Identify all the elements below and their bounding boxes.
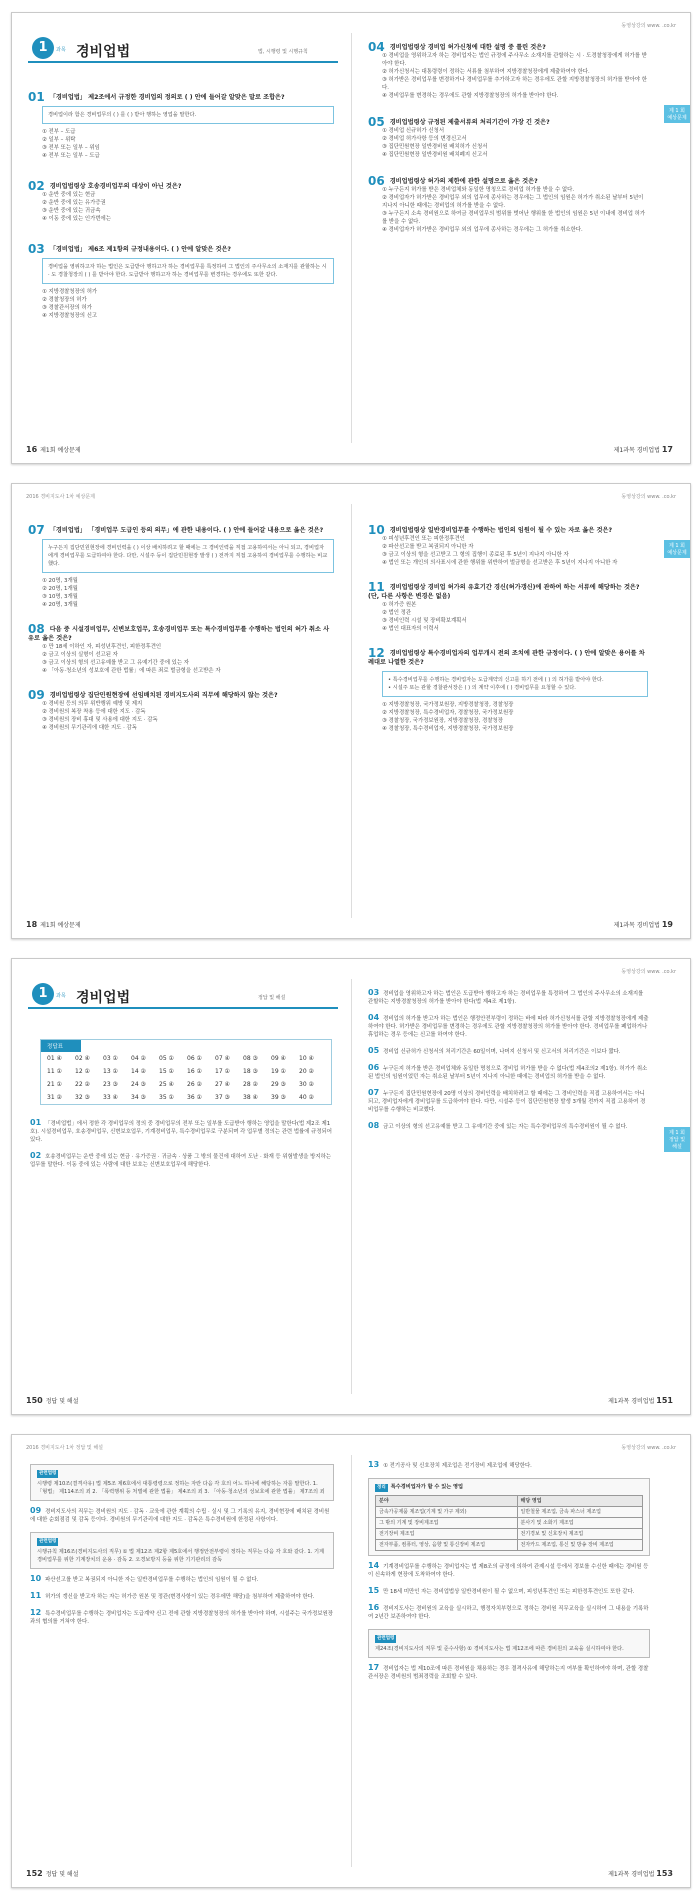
answer-cell: 16 ① bbox=[187, 1068, 202, 1075]
option: ④ 20명, 3개월 bbox=[42, 602, 78, 608]
question-text: 경비업법령상 호송경비업무의 대상이 아닌 것은? bbox=[49, 183, 182, 190]
explanation bbox=[368, 1089, 650, 1114]
option: ① 전부 – 도급 bbox=[42, 129, 76, 135]
explanation bbox=[30, 1609, 334, 1626]
explanation-text: 경비업의 허가를 받고자 하는 법인은 행정안전부령이 정하는 바에 따라 허가신청서를 관할 지방경찰청장에게 제출하여야 한다. 허가받은 경비업무를 변경하는 경우에도 관할 지방경찰청장의 허가를 받아야 한다. 경비업무를 폐업하거나 휴업하는 경우 등에는 신고를 하여야 한다. bbox=[368, 1016, 649, 1038]
spread-header bbox=[26, 493, 676, 503]
answer-cell: 23 ③ bbox=[103, 1081, 118, 1088]
question bbox=[28, 688, 334, 732]
question-number: 05 bbox=[368, 115, 385, 129]
left-column bbox=[28, 90, 334, 334]
option: ③ 전부 또는 일부 – 위임 bbox=[42, 145, 100, 151]
page-number-right: 153 bbox=[656, 1869, 673, 1878]
footer-left-text: 제1회 예상문제 bbox=[40, 447, 81, 454]
page-spread-4 bbox=[11, 1434, 691, 1888]
question bbox=[28, 523, 334, 609]
explanation-text: 누구든지 집단민원현장에 20명 이상의 경비인력을 배치하려고 할 때에는 그 경비인력을 직접 고용하여서는 아니 되고, 경비업자에게 경비업무를 도급하여야 한다. 다만, 시설주 등이 집단민원현장 발생 3개월 전까지 직접 고용하여 경비업무를 수행하는 비교했다. bbox=[368, 1091, 646, 1113]
right-column bbox=[368, 989, 650, 1139]
page-number-left: 150 bbox=[26, 1396, 43, 1405]
left-column bbox=[28, 523, 334, 746]
option: ② 법인 정관 bbox=[382, 610, 412, 616]
question bbox=[28, 179, 334, 223]
option: ① 누구든지 허가를 받은 경비업체와 동일한 명칭으로 경비업 허가를 받을 수 없다. bbox=[382, 187, 575, 193]
answer-cell: 32 ③ bbox=[75, 1094, 90, 1101]
explanation-text: ① 전기공사 및 신호장치 제조업은 전기장비 제조업에 해당한다. bbox=[383, 1463, 532, 1469]
answer-cell: 29 ③ bbox=[271, 1081, 286, 1088]
page-spread-3 bbox=[11, 958, 691, 1415]
side-tag-label: 제 1 회 bbox=[668, 1130, 686, 1136]
chapter-header bbox=[28, 39, 338, 63]
side-tag-label: 제 1 회 bbox=[668, 543, 686, 549]
question bbox=[368, 646, 648, 733]
question-number: 08 bbox=[28, 622, 45, 636]
question bbox=[368, 40, 648, 100]
page-spread-2 bbox=[11, 483, 691, 939]
spread-header bbox=[26, 968, 676, 978]
side-tag-label: 제 1 회 bbox=[668, 108, 686, 114]
explanation-text: 허가의 갱신을 받고자 하는 자는 허가증 원본 및 정관(변경사항이 있는 경우에만 해당)을 첨부하여 제출하여야 한다. bbox=[45, 1594, 315, 1600]
page-fold bbox=[351, 1455, 352, 1867]
answer-cell: 30 ② bbox=[299, 1081, 314, 1088]
table-cell: 일반철물 제조업, 금속 파스너 제조업 bbox=[517, 1507, 642, 1518]
side-tag-sub: 예상문제 bbox=[667, 115, 687, 121]
reference-box bbox=[30, 1464, 334, 1501]
question bbox=[28, 90, 334, 160]
right-column bbox=[368, 1461, 650, 1689]
reference-badge: 관련법령 bbox=[377, 1636, 395, 1641]
table-row bbox=[376, 1540, 643, 1551]
question-number: 02 bbox=[28, 179, 45, 193]
explanation-number: 04 bbox=[368, 1013, 380, 1022]
chapter-small: 과목 bbox=[56, 47, 66, 53]
explanation bbox=[368, 1664, 650, 1681]
option: ④ 경찰청장, 특수경비업자, 지방경찰청장, 국가정보원장 bbox=[382, 726, 514, 732]
explanation-number: 11 bbox=[30, 1591, 42, 1600]
explanation bbox=[30, 1152, 334, 1169]
answer-cell: 02 ④ bbox=[75, 1055, 90, 1062]
option: ④ 법인 대표자의 이력서 bbox=[382, 626, 439, 632]
question bbox=[368, 174, 648, 234]
answer-cell: 38 ④ bbox=[243, 1094, 258, 1101]
answer-row bbox=[41, 1078, 331, 1091]
question-box: 경비업이라 함은 경비업무의 ( ) 를 ( ) 받아 행하는 영업을 말한다. bbox=[42, 106, 334, 124]
question-number: 04 bbox=[368, 40, 385, 54]
left-column bbox=[30, 1461, 334, 1634]
reference-box bbox=[30, 1532, 334, 1569]
question-box: • 특수경비업무를 수행하는 경비업자는 도급계약의 신고를 하기 전에 ( ) 의 허가를 받아야 한다. • 시설주 또는 관할 경찰관서장은 ( ) 의 계약 이후에 ( ) 경비업무를 요청할 수 있다. bbox=[382, 671, 648, 697]
option: ③ 누구든지 소속 경비원으로 하여금 경비업무의 범위를 벗어난 행위를 한 법인의 임원은 5년 이내에 경비업 허가를 받을 수 없다. bbox=[382, 211, 646, 225]
chapter-small: 과목 bbox=[56, 993, 66, 999]
explanation-text: 경비업자는 법 제10조에 따른 경비원을 채용하는 경우 결격사유에 해당하는지 여부를 확인하여야 하며, 관할 경찰관서장은 경비원의 범죄경력을 조회할 수 있다. bbox=[368, 1666, 649, 1680]
option: ③ 10명, 3개월 bbox=[42, 594, 78, 600]
question bbox=[368, 115, 648, 159]
footer-right-text: 제1과목 경비업법 bbox=[613, 447, 660, 454]
side-tag-sub: 예상문제 bbox=[667, 550, 687, 556]
answer-cell: 14 ② bbox=[131, 1068, 146, 1075]
answer-cell: 36 ① bbox=[187, 1094, 202, 1101]
right-column bbox=[368, 523, 648, 747]
reference-text: 시행규칙 제16조(경비지도사의 직무) ① 법 제12조 제2항 제5호에서 행정안전부령이 정하는 직무는 다음 각 호와 같다. 1. 기계경비업무를 위한 기계장치의 운용 · 감독 2. 오경보방지 등을 위한 기기관리의 감독 bbox=[37, 1549, 324, 1563]
answer-cell: 05 ① bbox=[159, 1055, 174, 1062]
explanation bbox=[368, 1047, 650, 1056]
answer-row bbox=[41, 1091, 331, 1104]
answer-cell: 37 ③ bbox=[215, 1094, 230, 1101]
side-tag bbox=[664, 540, 690, 558]
explanation-text: 경비업 신규허가 신청서의 처리기간은 60일이며, 나머지 신청서 및 신고서의 처리기간은 이보다 짧다. bbox=[383, 1049, 621, 1055]
answer-cell: 01 ④ bbox=[47, 1055, 62, 1062]
explanation-number: 14 bbox=[368, 1561, 380, 1570]
table-cell: 전기경보 및 신호장치 제조업 bbox=[517, 1529, 642, 1540]
answer-cell: 27 ④ bbox=[215, 1081, 230, 1088]
option: ④ 전부 또는 일부 – 도급 bbox=[42, 153, 100, 159]
chapter-title: 경비업법 bbox=[76, 990, 131, 1006]
footer-left-text: 정답 및 해설 bbox=[45, 1398, 79, 1405]
page-fold bbox=[351, 504, 352, 918]
answer-cell: 33 ④ bbox=[103, 1094, 118, 1101]
answer-cell: 04 ② bbox=[131, 1055, 146, 1062]
question-box: 경비업을 영위하고자 하는 법인은 도급받아 행하고자 하는 경비업무를 특정하여 그 법인의 주사무소의 소재지를 관할하는 시 · 도 경찰청장의 ( ) 를 받아야 한다. 도급받아 행하고자 하는 경비업무를 변경하는 경우에도 또한 같다. bbox=[42, 258, 334, 284]
table-row bbox=[376, 1507, 643, 1518]
explanation-number: 13 bbox=[368, 1460, 380, 1469]
header-right: 동영상강의 www. .co.kr bbox=[621, 1445, 676, 1451]
explanation-number: 02 bbox=[30, 1151, 42, 1160]
explanation bbox=[30, 1592, 334, 1601]
option: ① 경비업을 영위하고자 하는 경비업자는 법인 규정에 주사무소 소재지를 관할하는 시 · 도경찰청장에게 허가를 받아야 한다. bbox=[382, 53, 647, 67]
question-text: 경비업법령상 특수경비업자의 업무개시 전의 조치에 관한 규정이다. ( ) 안에 알맞은 용어를 차례대로 나열한 것은? bbox=[368, 650, 645, 666]
explanation bbox=[368, 1122, 650, 1131]
answer-cell: 08 ③ bbox=[243, 1055, 258, 1062]
explanation bbox=[368, 1604, 650, 1621]
answer-cell: 26 ② bbox=[187, 1081, 202, 1088]
side-tag-sub: 정답 및 해설 bbox=[668, 1137, 686, 1150]
question-text: 「경비업법」 「경비업무 도급인 등의 의무」에 관한 내용이다. ( ) 안에 들어갈 내용으로 옳은 것은? bbox=[49, 527, 324, 534]
reference-text: 시행령 제10조(결격사유) 법 제5조 제6호에서 대통령령으로 정하는 자란 다음 각 호의 어느 하나에 해당하는 자를 말한다. 1. 「형법」 제114조의 죄 2. 「폭력행위 등 처벌에 관한 법률」 제4조의 죄 3. 「아동·청소년의 성보호에 관한 법률」 제7조의 죄 bbox=[37, 1481, 325, 1495]
answer-cell: 34 ③ bbox=[131, 1094, 146, 1101]
explanation bbox=[368, 1562, 650, 1579]
answer-cell: 21 ① bbox=[47, 1081, 62, 1088]
option: ③ 금고 이상의 형의 선고유예를 받고 그 유예기간 중에 있는 자 bbox=[42, 660, 189, 666]
explanation-number: 06 bbox=[368, 1063, 380, 1072]
question-text: 경비업법령상 허가의 제한에 관한 설명으로 옳은 것은? bbox=[389, 178, 538, 185]
question-text: 「경비업법」 제6조 제1항의 규정내용이다. ( ) 안에 알맞은 것은? bbox=[49, 246, 232, 253]
question-text: 다음 중 시설경비업무, 신변보호업무, 호송경비업무 또는 특수경비업무를 수행하는 법인의 허가 취소 사유로 옳은 것은? bbox=[28, 626, 330, 642]
reference-box bbox=[368, 1629, 650, 1658]
explanation-text: 경비지도사의 직무는 경비원의 지도 · 감독 · 교육에 관한 계획의 수립 · 실시 및 그 기록의 유지, 경비현장에 배치된 경비원에 대한 순회점검 및 감독 등이다. 경비원의 무기관리에 대한 지도 · 감독은 특수경비원에 한정된 사항이다. bbox=[30, 1509, 330, 1523]
explanation-text: 「경비업법」에서 정한 각 경비업무의 정의 중 경비업무의 전부 또는 일부를 도급받아 행하는 영업을 말한다(법 제2조 제1호). 시설경비업무, 호송경비업무, 신변보호업무, 기계경비업무, 특수경비업무로 구분되며 각 업무별 정의는 관련 법률에 규정되어 있다. bbox=[30, 1121, 333, 1143]
chapter-number: 1 bbox=[32, 37, 54, 59]
footer-left-text: 제1회 예상문제 bbox=[40, 922, 81, 929]
explanation bbox=[368, 989, 650, 1006]
footer-right-text: 제1과목 경비업법 bbox=[608, 1398, 655, 1405]
explanation-text: 경비업을 영위하고자 하는 법인은 도급받아 행하고자 하는 경비업무를 특정하여 그 법인의 주사무소의 소재지를 관할하는 지방경찰청장의 허가를 받아야 한다(법 제4조 제1항). bbox=[368, 991, 644, 1005]
page-number-left: 18 bbox=[26, 920, 38, 929]
option: ① 운반 중에 있는 현금 bbox=[42, 192, 96, 198]
option: ④ 집단민원현장 일반경비원 배치폐지 신고서 bbox=[382, 152, 488, 158]
question-text: 경비업법령상 경비업 허가의 유효기간 경신(허가갱신)에 관하여 하는 서류에 해당하는 것은? (단, 다른 사항은 변경은 없음) bbox=[368, 584, 640, 600]
option: ② 허가신청서는 대통령령이 정하는 서류를 첨부하여 지방경찰청장에게 제출하여야 한다. bbox=[382, 69, 590, 75]
summary-table-box bbox=[368, 1478, 650, 1556]
option: ④ 경비업자가 허가받은 경비업무 외의 업무에 종사하는 경우에는 그 허가를 취소한다. bbox=[382, 227, 583, 233]
explanation-text: 만 18세 미만인 자는 경비업법상 일반경비원이 될 수 없으며, 피성년후견인 또는 피한정후견인도 또한 같다. bbox=[383, 1589, 635, 1595]
option: ① 경비원 등의 의무 위반행위 예방 및 제지 bbox=[42, 701, 143, 707]
answer-cell: 40 ② bbox=[299, 1094, 314, 1101]
spread-header bbox=[26, 1444, 676, 1454]
option: ③ 경비인력 시설 및 장비확보계획서 bbox=[382, 618, 467, 624]
explanation-text: 누구든지 허가를 받은 경비업체와 동일한 명칭으로 경비업 허가를 받을 수 없다(법 제4조의2 제1항). 허가가 취소된 법인의 임원이었던 자는 취소된 날부터 5년이 지나지 아니한 때에는 경비업의 허가를 받을 수 없다. bbox=[368, 1066, 648, 1080]
option: ④ 경비원의 무기관리에 대한 지도 · 감독 bbox=[42, 725, 137, 731]
explanation-number: 09 bbox=[30, 1506, 42, 1515]
footer-right-text: 제1과목 경비업법 bbox=[608, 1871, 655, 1878]
table-cell: 분사기 및 소화기 제조업 bbox=[517, 1518, 642, 1529]
option: ④ 이동 중에 있는 인가번에는 bbox=[42, 216, 111, 222]
page-footer bbox=[26, 1396, 676, 1408]
explanation bbox=[368, 1014, 650, 1039]
page-fold bbox=[351, 33, 352, 443]
option: ② 파산선고를 받고 복권되지 아니한 자 bbox=[382, 544, 474, 550]
table-header-row bbox=[376, 1496, 643, 1507]
option: ① 허가증 원본 bbox=[382, 602, 417, 608]
table-row bbox=[376, 1529, 643, 1540]
explanation-number: 05 bbox=[368, 1046, 380, 1055]
question-number: 12 bbox=[368, 646, 385, 660]
explanation-number: 12 bbox=[30, 1608, 42, 1617]
option: ② 금고 이상의 실형이 선고된 자 bbox=[42, 652, 118, 658]
reference-text: 제24조(경비지도사의 직무 및 준수사항) ① 경비지도사는 법 제12조에 따른 경비원의 교육을 실시하여야 한다. bbox=[375, 1646, 624, 1652]
answer-cell: 35 ① bbox=[159, 1094, 174, 1101]
option: ③ 운반 중에 있는 귀금속 bbox=[42, 208, 101, 214]
answer-row bbox=[41, 1065, 331, 1078]
explanation bbox=[368, 1587, 650, 1596]
option: ③ 금고 이상의 형을 선고받고 그 형의 집행이 종료된 후 5년이 지나지 아니한 자 bbox=[382, 552, 569, 558]
reference-badge: 관련법령 bbox=[39, 1539, 57, 1544]
question-text: 경비업법령상 경비업 허가신청에 대한 설명 중 틀린 것은? bbox=[389, 44, 546, 51]
chapter-number: 1 bbox=[32, 983, 54, 1005]
chapter-header bbox=[28, 985, 338, 1009]
header-right: 동영상강의 www. .co.kr bbox=[621, 494, 676, 500]
explanation-number: 07 bbox=[368, 1088, 380, 1097]
question-text: 경비업법령상 집단민원현장에 선임배치된 경비지도사의 직무에 해당하지 않는 것은? bbox=[49, 692, 278, 699]
option: ② 지방경찰청장, 특수경비업자, 경찰청장, 국가정보원장 bbox=[382, 710, 514, 716]
answer-table bbox=[40, 1039, 332, 1105]
option: ① 피성년후견인 또는 피한정후견인 bbox=[382, 536, 465, 542]
question bbox=[28, 242, 334, 320]
page-number-left: 16 bbox=[26, 445, 38, 454]
option: ③ 경비원의 장비 휴대 및 사용에 대한 지도 · 감독 bbox=[42, 717, 158, 723]
question bbox=[368, 523, 648, 567]
explanation-number: 17 bbox=[368, 1663, 380, 1672]
explanation-number: 03 bbox=[368, 988, 380, 997]
page-number-left: 152 bbox=[26, 1869, 43, 1878]
question bbox=[368, 580, 648, 633]
explanation-number: 16 bbox=[368, 1603, 380, 1612]
summary-badge: 정리 bbox=[377, 1485, 386, 1490]
option: ① 지방경찰청장의 허가 bbox=[42, 289, 98, 295]
question bbox=[28, 622, 334, 675]
answer-cell: 03 ① bbox=[103, 1055, 118, 1062]
answer-cell: 39 ③ bbox=[271, 1094, 286, 1101]
footer-right-text: 제1과목 경비업법 bbox=[613, 922, 660, 929]
side-tag bbox=[664, 105, 690, 123]
explanation-number: 01 bbox=[30, 1118, 42, 1127]
question-number: 11 bbox=[368, 580, 385, 594]
explanation-text: 기계경비업무를 수행하는 경비업자는 법 제8조의 규정에 의하여 관제시설 등에서 경보를 수신한 때에는 경비원 등이 신속하게 현장에 도착하여야 한다. bbox=[368, 1564, 649, 1578]
table-cell: 전자카드 제조업, 통신 및 방송 장비 제조업 bbox=[517, 1540, 642, 1551]
question-text: 「경비업법」 제2조에서 규정한 경비업의 정의로 ( ) 안에 들어갈 알맞은 말로 조합은? bbox=[49, 94, 285, 101]
table-cell: 전자부품, 컴퓨터, 영상, 음향 및 통신장비 제조업 bbox=[376, 1540, 518, 1551]
header-right: 동영상강의 www. .co.kr bbox=[621, 23, 676, 29]
option: ② 경비업 허가사항 등의 변경신고서 bbox=[382, 136, 467, 142]
option: ③ 집단민원현장 일반경비원 배치허가 신청서 bbox=[382, 144, 488, 150]
page-fold bbox=[351, 979, 352, 1394]
option: ④ 「아동·청소년의 성보호에 관한 법률」에 따른 죄로 벌금형을 선고받은 자 bbox=[42, 668, 221, 674]
question-text: 경비업법령상 일반경비업무를 수행하는 법인의 임원이 될 수 있는 자로 옳은 것은? bbox=[389, 527, 613, 534]
question-text: 경비업법령상 규정된 제출서류의 처리기간이 가장 긴 것은? bbox=[389, 119, 550, 126]
answer-cell: 11 ① bbox=[47, 1068, 62, 1075]
answer-cell: 24 ③ bbox=[131, 1081, 146, 1088]
answer-cell: 22 ② bbox=[75, 1081, 90, 1088]
answer-cell: 17 ① bbox=[215, 1068, 230, 1075]
page-footer bbox=[26, 920, 676, 932]
header-right: 동영상강의 www. .co.kr bbox=[621, 969, 676, 975]
answer-cell: 18 ③ bbox=[243, 1068, 258, 1075]
right-column bbox=[368, 40, 648, 248]
table-row bbox=[376, 1518, 643, 1529]
chapter-sub: 법, 시행령 및 시행규칙 bbox=[258, 49, 308, 55]
option: ② 경찰청장의 허가 bbox=[42, 297, 87, 303]
answer-cell: 10 ④ bbox=[299, 1055, 314, 1062]
side-tag bbox=[664, 1127, 690, 1152]
option: ③ 경찰관서장의 허가 bbox=[42, 305, 92, 311]
answer-cell: 06 ① bbox=[187, 1055, 202, 1062]
explanation-text: 특수경비업무를 수행하는 경비업자는 도급계약 신고 전에 관할 지방경찰청장의 허가를 받아야 하며, 시설주는 국가정보원장과의 협의를 거쳐야 한다. bbox=[30, 1611, 333, 1625]
answer-cell: 19 ① bbox=[271, 1068, 286, 1075]
answer-cell: 20 ② bbox=[299, 1068, 314, 1075]
chapter-sub: 정답 및 해설 bbox=[258, 995, 286, 1001]
table-cell: 그 밖의 기계 및 장비제조업 bbox=[376, 1518, 518, 1529]
answer-cell: 31 ② bbox=[47, 1094, 62, 1101]
explanation-text: 경비지도사는 경비원의 교육을 실시하고, 행정자치부령으로 정하는 경비원 직무교육을 실시하여 그 내용을 기록하여 2년간 보존하여야 한다. bbox=[368, 1606, 649, 1620]
table-header: 해당 영업 bbox=[517, 1496, 642, 1507]
table-header: 분야 bbox=[376, 1496, 518, 1507]
explanation bbox=[368, 1064, 650, 1081]
header-left: 2016 경비지도사 1차 정답 및 해설 bbox=[26, 1445, 103, 1451]
explanation-text: 금고 이상의 형의 선고유예를 받고 그 유예기간 중에 있는 자는 특수경비업무의 특수경비원이 될 수 없다. bbox=[383, 1124, 628, 1130]
explanation-number: 10 bbox=[30, 1574, 42, 1583]
option: ② 운반 중에 있는 유가증권 bbox=[42, 200, 106, 206]
page-footer bbox=[26, 445, 676, 457]
table-cell: 금속가공제품 제조업(기계 및 가구 제외) bbox=[376, 1507, 518, 1518]
explanation bbox=[30, 1575, 334, 1584]
answer-table-label: 정답표 bbox=[41, 1040, 81, 1052]
header-left: 2016 경비지도사 1차 예상문제 bbox=[26, 494, 95, 500]
option: ② 경비원의 복장 착용 등에 대한 지도 · 감독 bbox=[42, 709, 146, 715]
option: ④ 경비업무를 변경하는 경우에도 관할 지방경찰청장의 허가를 받아야 한다. bbox=[382, 93, 559, 99]
explanation bbox=[30, 1119, 334, 1144]
answer-cell: 15 ① bbox=[159, 1068, 174, 1075]
answer-cell: 28 ② bbox=[243, 1081, 258, 1088]
chapter-title: 경비업법 bbox=[76, 44, 131, 60]
option: ① 만 18세 이하인 자, 피성년후견인, 피한정후견인 bbox=[42, 644, 162, 650]
question-number: 06 bbox=[368, 174, 385, 188]
question-box: 누구든지 집단민원현장에 경비인력을 ( ) 이상 배치하려고 할 때에는 그 경비인력을 직접 고용하여서는 아니 되고, 경비업자에게 경비업무를 도급하여야 한다. 다만, 시설주 등이 집단민원현장 발생 ( ) 전까지 직접 고용하여 경비업무를 수행하는 비교했다. bbox=[42, 539, 334, 573]
page-number-right: 19 bbox=[661, 920, 673, 929]
answer-cell: 25 ④ bbox=[159, 1081, 174, 1088]
option: ④ 지방경찰청장의 신고 bbox=[42, 313, 98, 319]
page-footer bbox=[26, 1869, 676, 1881]
explanation-text: 파산선고를 받고 복권되지 아니한 자는 일반경비업무를 수행하는 법인의 임원이 될 수 없다. bbox=[45, 1577, 259, 1583]
table-cell: 전기장비 제조업 bbox=[376, 1529, 518, 1540]
option: ① 지방경찰청장, 국가정보원장, 지방경찰청장, 경찰청장 bbox=[382, 702, 514, 708]
answer-cell: 09 ④ bbox=[271, 1055, 286, 1062]
option: ② 일부 – 위탁 bbox=[42, 137, 76, 143]
page-number-right: 151 bbox=[656, 1396, 673, 1405]
explanation-number: 08 bbox=[368, 1121, 380, 1130]
question-number: 10 bbox=[368, 523, 385, 537]
answer-cell: 12 ① bbox=[75, 1068, 90, 1075]
question-number: 07 bbox=[28, 523, 45, 537]
explanation bbox=[30, 1507, 334, 1524]
option: ③ 경찰청장, 국가정보원장, 지방경찰청장, 경찰청장 bbox=[382, 718, 503, 724]
option: ③ 허가받은 경비업무를 변경하거나 경비업무를 추가하고자 하는 경우에도 관할 지방경찰청장의 허가를 받아야 한다. bbox=[382, 77, 647, 91]
option: ④ 법인 또는 개인의 의사표시에 관한 행위를 위반하여 벌금형을 선고받은 후 5년이 지나지 아니한 자 bbox=[382, 560, 618, 566]
option: ② 경비업자가 허가받은 경비업무 외의 업무에 종사하는 경우에는 그 법인의 임원은 허가가 취소된 날부터 5년이 지나지 아니한 때에는 경비업의 허가를 받을 수 없다. bbox=[382, 195, 644, 209]
page-number-right: 17 bbox=[661, 445, 673, 454]
left-column bbox=[30, 1119, 334, 1177]
explanation-number: 15 bbox=[368, 1586, 380, 1595]
summary-table bbox=[375, 1495, 643, 1551]
question-number: 01 bbox=[28, 90, 45, 104]
page-spread-1 bbox=[11, 12, 691, 464]
spread-header bbox=[26, 22, 676, 32]
explanation-text: 호송경비업무는 운반 중에 있는 현금 · 유가증권 · 귀금속 · 상품 그 밖의 물건에 대하여 도난 · 화재 등 위험발생을 방지하는 업무를 말한다. 이동 중에 있는 사람에 대한 보호는 신변보호업무에 해당한다. bbox=[30, 1154, 332, 1168]
answer-cell: 07 ④ bbox=[215, 1055, 230, 1062]
explanation bbox=[368, 1461, 650, 1470]
option: ② 20명, 1개월 bbox=[42, 586, 78, 592]
option: ① 20명, 3개월 bbox=[42, 578, 78, 584]
footer-left-text: 정답 및 해설 bbox=[45, 1871, 79, 1878]
answer-cell: 13 ① bbox=[103, 1068, 118, 1075]
answer-row bbox=[41, 1052, 331, 1065]
reference-badge: 관련법령 bbox=[39, 1471, 57, 1476]
question-number: 09 bbox=[28, 688, 45, 702]
question-number: 03 bbox=[28, 242, 45, 256]
option: ① 경비업 신규허가 신청서 bbox=[382, 128, 445, 134]
summary-title: 특수경비업자가 할 수 있는 영업 bbox=[390, 1484, 464, 1490]
